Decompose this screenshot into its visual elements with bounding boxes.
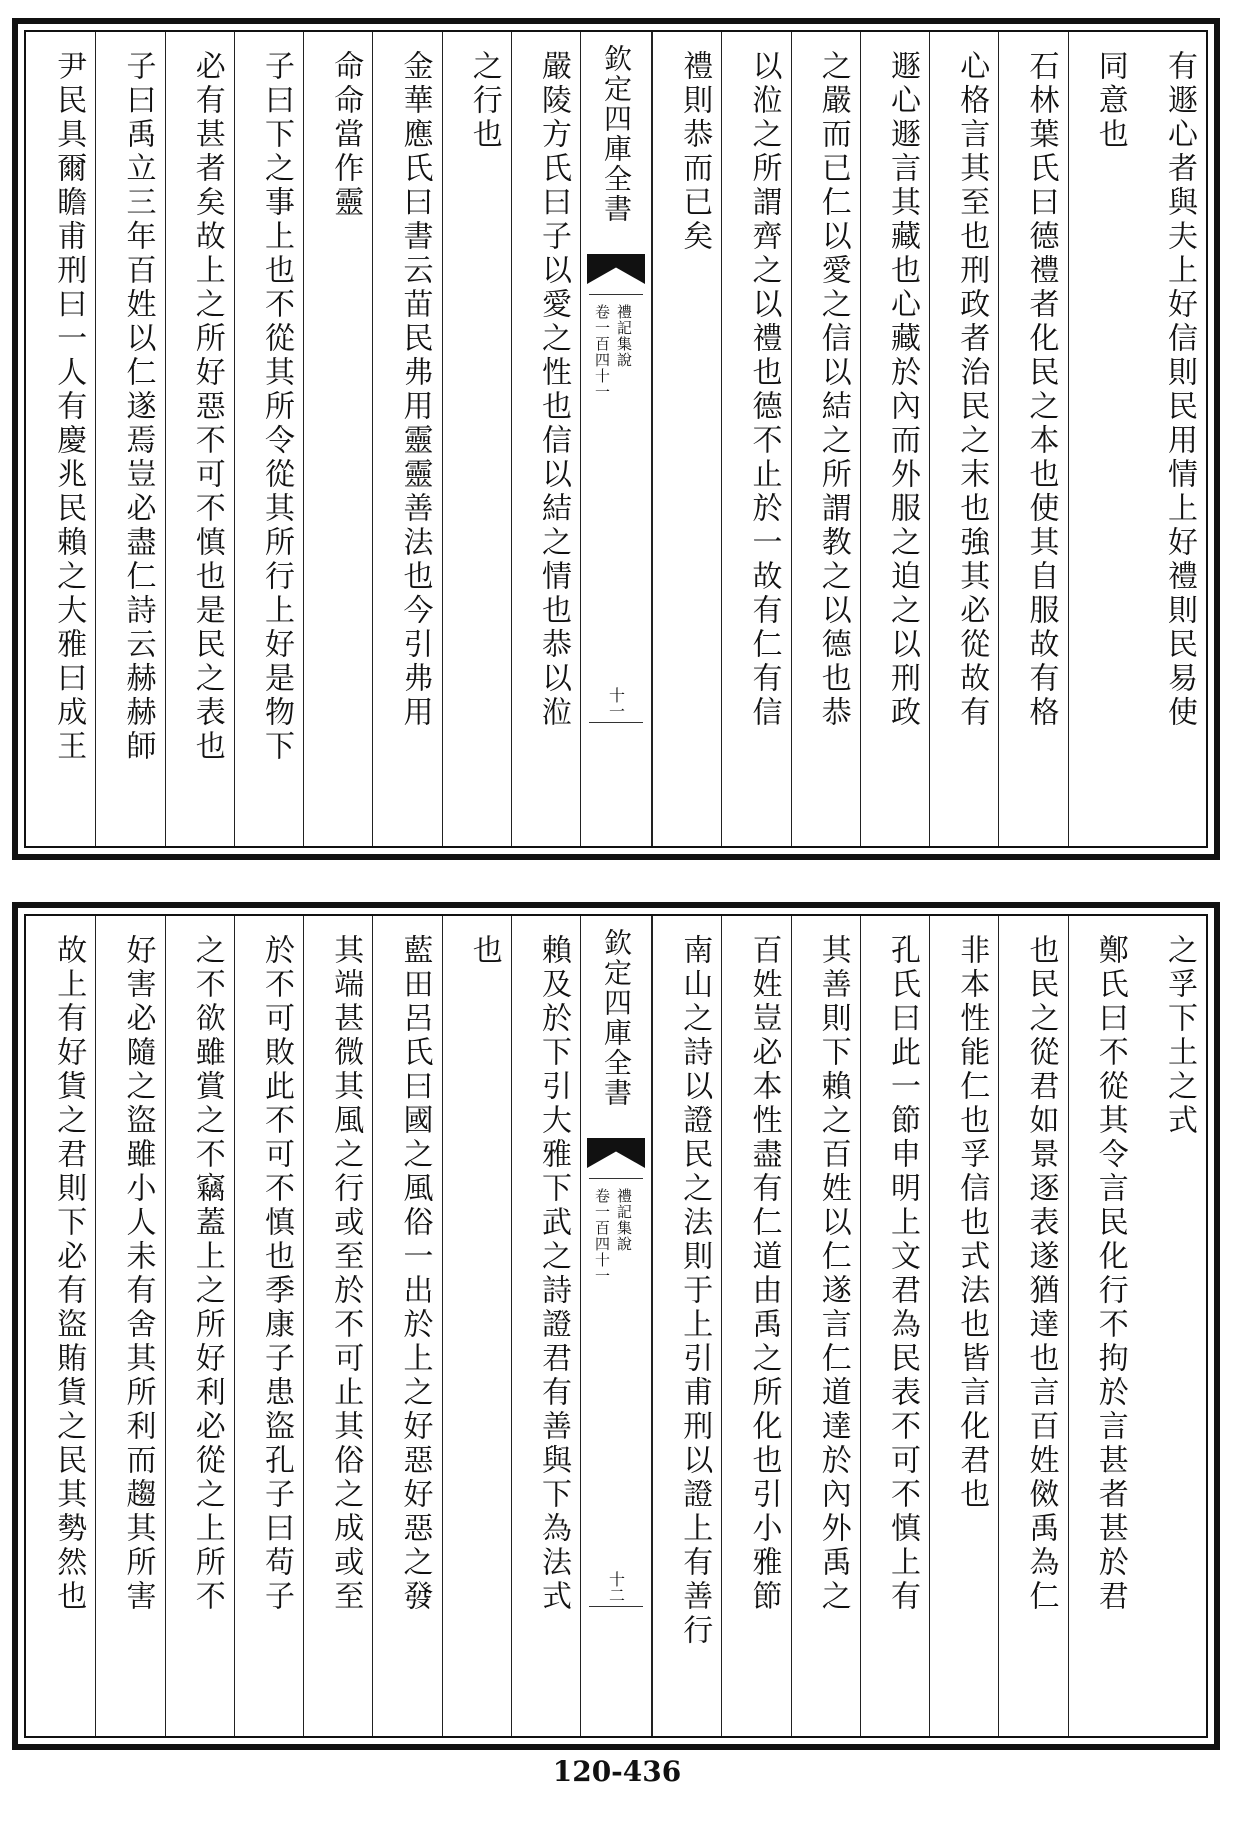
- fishtail-mark-icon: [587, 254, 645, 284]
- text-column: [442, 32, 511, 846]
- text-column: [442, 916, 511, 1736]
- text-column: [165, 916, 234, 1736]
- column-text: 必有甚者矣故上之所好惡不可不慎也是民之表也: [189, 50, 225, 764]
- text-column: [372, 32, 441, 846]
- fishtail-mark-icon: [587, 1138, 645, 1168]
- text-column: [165, 32, 234, 846]
- column-text: 之不欲雖賞之不竊蓋上之所好利必從之上所不: [189, 934, 225, 1614]
- column-text: 之行也: [466, 50, 502, 152]
- column-text: 嚴陵方氏曰子以愛之性也信以結之情也恭以涖: [536, 50, 571, 730]
- text-column: [1137, 32, 1206, 846]
- text-column: [95, 916, 164, 1736]
- divider: [589, 722, 643, 723]
- column-text: 故上有好貨之君則下必有盜賄貨之民其勢然也: [51, 934, 87, 1614]
- page-top: [12, 18, 1220, 860]
- column-text: 之孚下土之式: [1162, 934, 1197, 1138]
- text-column: [303, 32, 372, 846]
- column-text: 子曰禹立三年百姓以仁遂焉豈必盡仁詩云赫赫師: [120, 50, 156, 764]
- juan-label: 卷一百四十一: [593, 1188, 611, 1284]
- column-text: 同意也: [1092, 50, 1128, 152]
- text-column: [372, 916, 441, 1736]
- column-text: 賴及於下引大雅下武之詩證君有善與下為法式: [536, 934, 571, 1614]
- column-text: 孔氏曰此一節申明上文君為民表不可不慎上有: [885, 934, 920, 1614]
- book-title: 禮記集說: [615, 304, 633, 368]
- column-text: 非本性能仁也孚信也式法也皆言化君也: [954, 934, 990, 1512]
- column-text: 也民之從君如景逐表遂猶達也言百姓傚禹為仁: [1023, 934, 1059, 1614]
- text-column: [1068, 916, 1137, 1736]
- leaf-number: 十二: [606, 1571, 626, 1603]
- column-text: 藍田呂氏曰國之風俗一出於上之好惡好惡之發: [397, 934, 433, 1614]
- text-column: [1137, 916, 1206, 1736]
- text-column: [303, 916, 372, 1736]
- collection-title: 欽定四庫全書: [600, 44, 633, 224]
- column-text: 於不可敗此不可不慎也季康子患盜孔子曰苟子: [259, 934, 294, 1614]
- column-text: 鄭氏曰不從其令言民化行不拘於言甚者甚於君: [1092, 934, 1128, 1614]
- column-text: 好害必隨之盜雖小人未有舍其所利而趨其所害: [120, 934, 156, 1614]
- column-text: 以涖之所謂齊之以禮也德不止於一故有仁有信: [746, 50, 782, 730]
- center-fold-column: [580, 916, 652, 1736]
- column-text: 心格言其至也刑政者治民之末也強其必從故有: [954, 50, 990, 730]
- leaf-number: 十一: [606, 687, 626, 719]
- center-fold-column: [580, 32, 652, 846]
- column-text: 也: [466, 934, 502, 968]
- column-text: 遯心遯言其藏也心藏於內而外服之迫之以刑政: [885, 50, 920, 730]
- column-text: 金華應氏曰書云苗民弗用靈靈善法也今引弗用: [397, 50, 433, 730]
- page-frame: [24, 914, 1208, 1738]
- text-column: [929, 916, 998, 1736]
- column-text: 命命當作靈: [328, 50, 364, 220]
- text-column: [929, 32, 998, 846]
- column-text: 石林葉氏曰德禮者化民之本也使其自服故有格: [1023, 50, 1059, 730]
- text-column: [860, 32, 929, 846]
- page-frame: [24, 30, 1208, 848]
- column-text: 之嚴而已仁以愛之信以結之所謂教之以德也恭: [815, 50, 851, 730]
- column-text: 禮則恭而已矣: [677, 50, 713, 254]
- text-column: [721, 916, 790, 1736]
- text-column: [652, 916, 721, 1736]
- text-column: [998, 32, 1067, 846]
- text-column: [95, 32, 164, 846]
- text-column: [234, 32, 303, 846]
- column-text: 尹民具爾瞻甫刑曰一人有慶兆民賴之大雅曰成王: [51, 50, 87, 764]
- text-column: [860, 916, 929, 1736]
- column-text: 其善則下賴之百姓以仁遂言仁道達於內外禹之: [815, 934, 851, 1614]
- text-column: [511, 32, 580, 846]
- text-column: [998, 916, 1067, 1736]
- book-title: 禮記集說: [615, 1188, 633, 1252]
- divider: [589, 294, 643, 295]
- divider: [589, 1606, 643, 1607]
- column-text: 其端甚微其風之行或至於不可止其俗之成或至: [328, 934, 364, 1614]
- column-text: 南山之詩以證民之法則于上引甫刑以證上有善行: [677, 934, 713, 1648]
- text-column: [1068, 32, 1137, 846]
- text-column: [791, 916, 860, 1736]
- collection-title: 欽定四庫全書: [600, 928, 633, 1108]
- juan-label: 卷一百四十一: [593, 304, 611, 400]
- column-text: 子曰下之事上也不從其所令從其所行上好是物下: [259, 50, 294, 764]
- column-text: 有遯心者與夫上好信則民用情上好禮則民易使: [1162, 50, 1197, 730]
- page-number: 120-436: [552, 1755, 682, 1788]
- page-bottom: [12, 902, 1220, 1750]
- text-column: [652, 32, 721, 846]
- divider: [589, 1178, 643, 1179]
- column-text: 百姓豈必本性盡有仁道由禹之所化也引小雅節: [746, 934, 782, 1614]
- text-column: [791, 32, 860, 846]
- text-column: [721, 32, 790, 846]
- text-column: [234, 916, 303, 1736]
- text-column: [26, 916, 95, 1736]
- text-column: [26, 32, 95, 846]
- text-column: [511, 916, 580, 1736]
